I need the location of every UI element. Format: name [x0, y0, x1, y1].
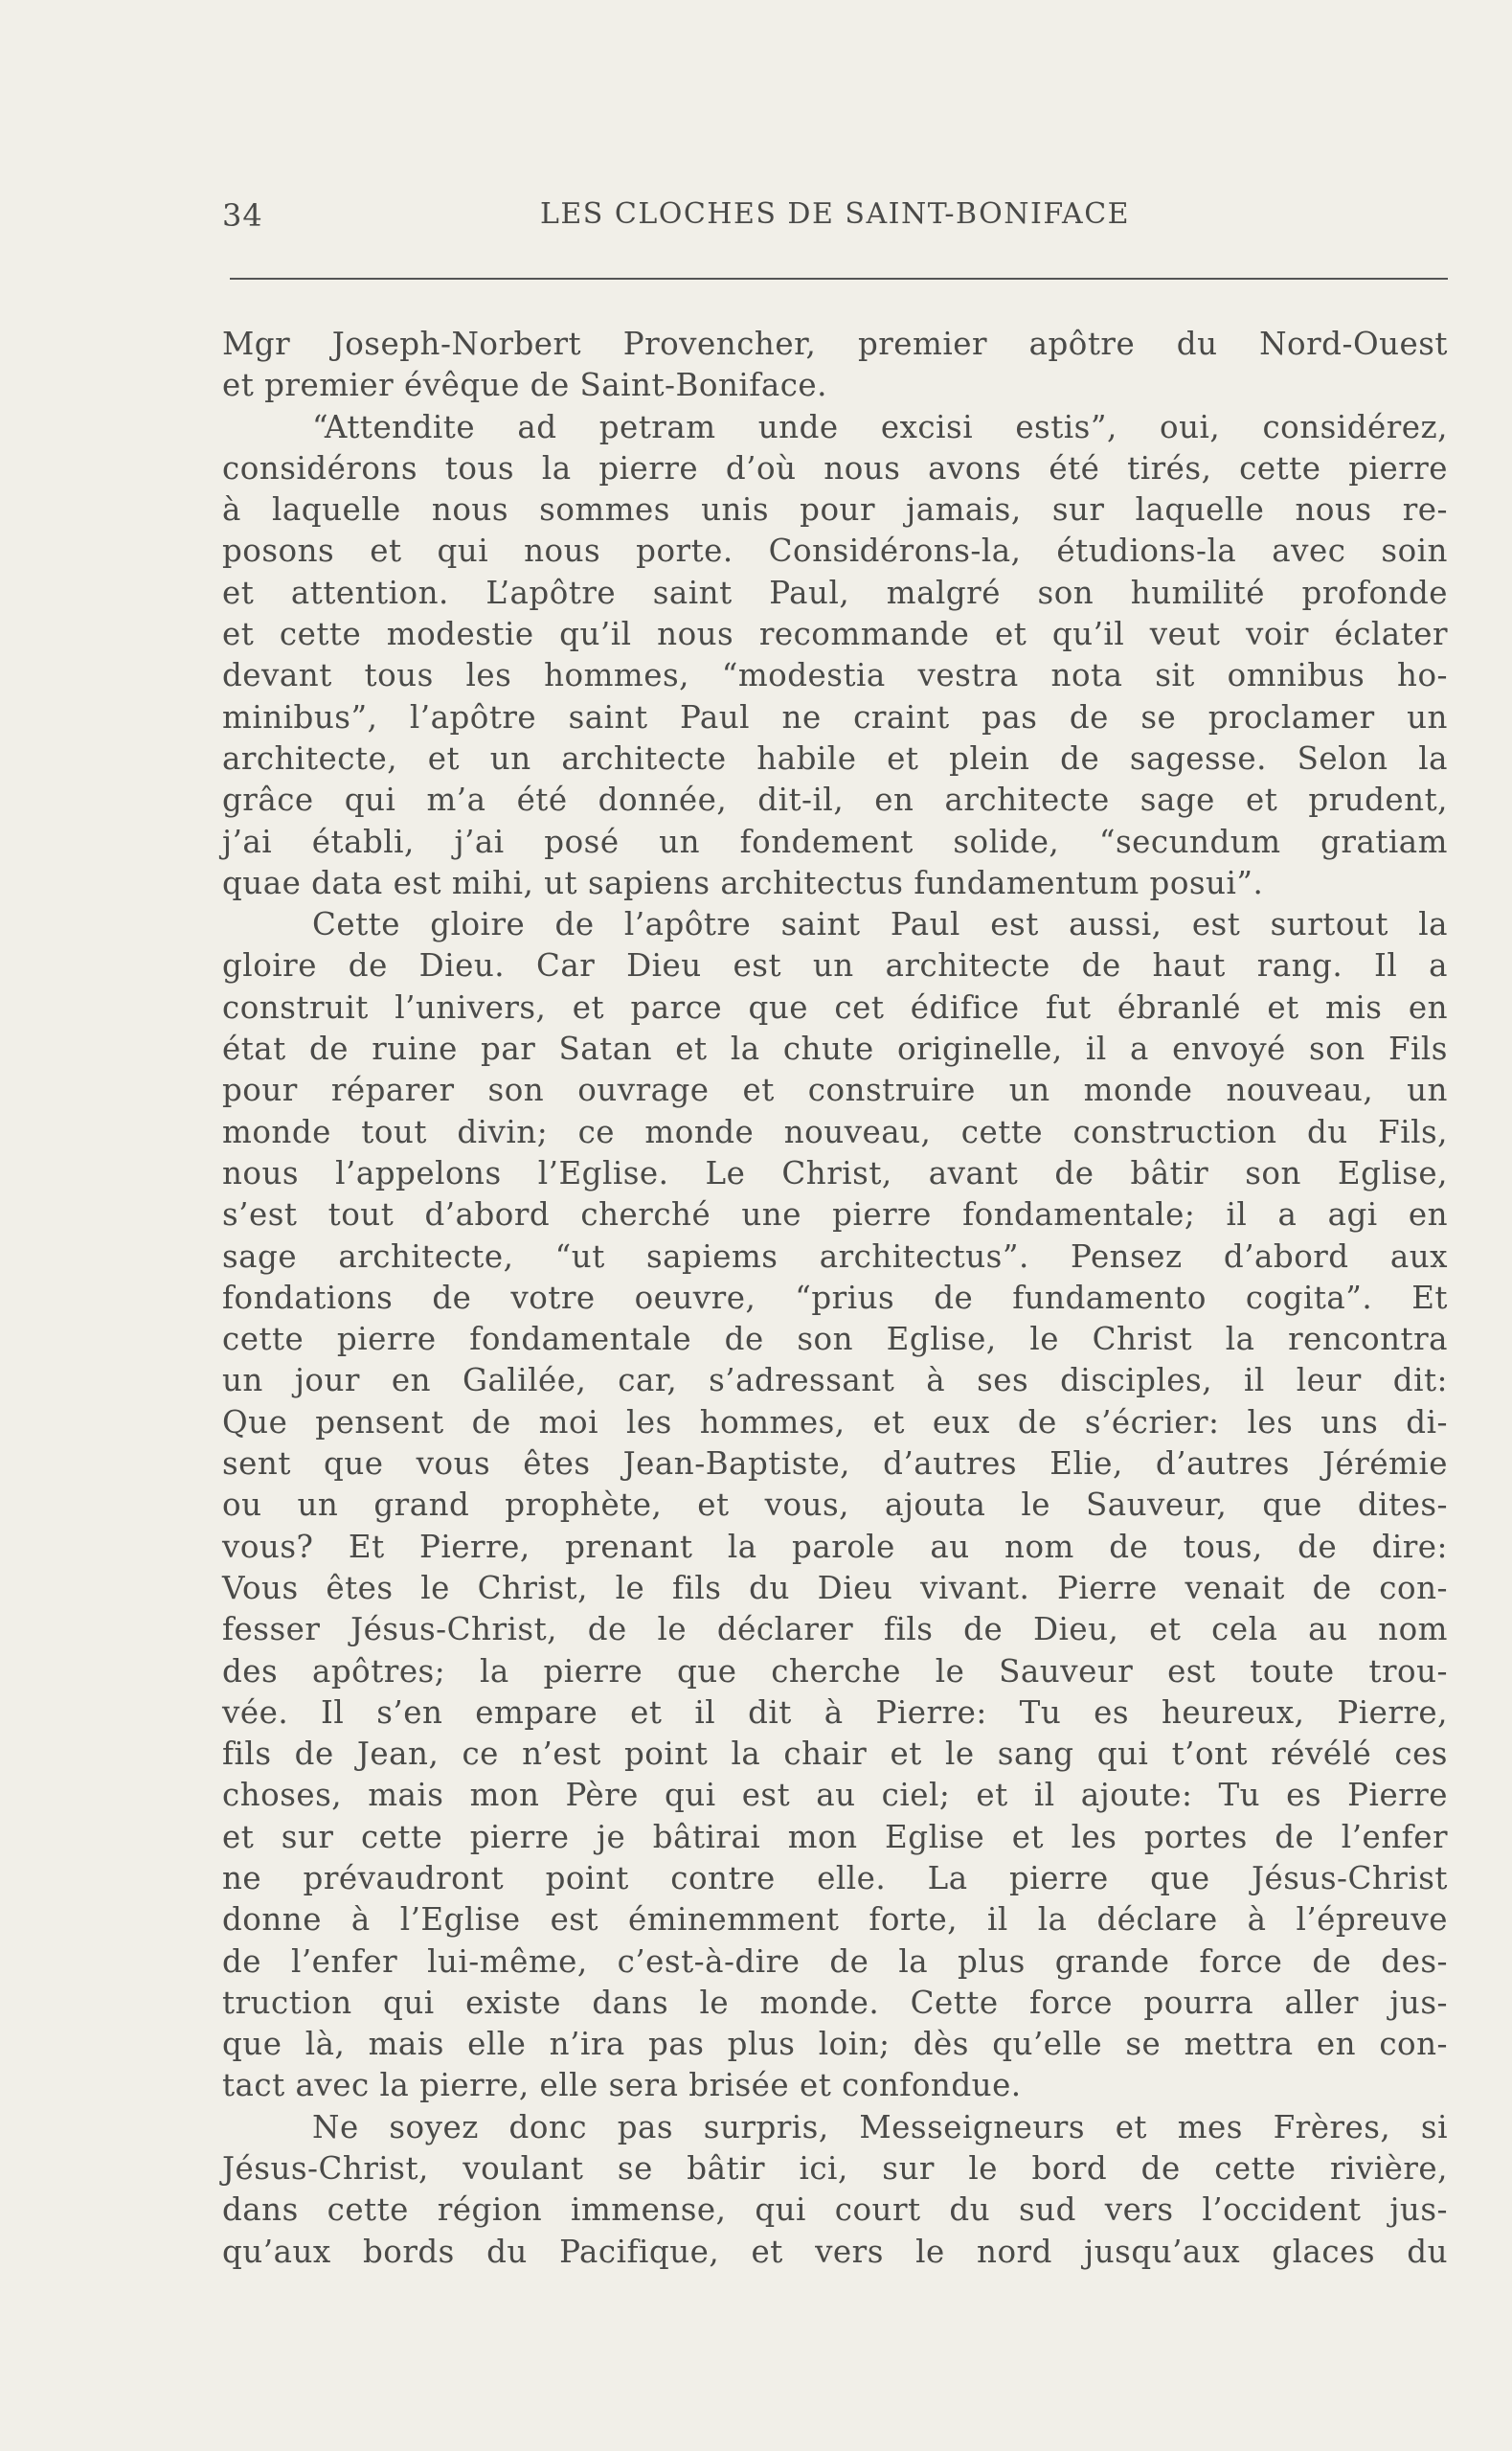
text-line: sage architecte, “ut sapiems architectus”. Pensez d’abord aux	[222, 1237, 1448, 1275]
text-line: que là, mais elle n’ira pas plus loin; dès qu’elle se mettra en con-	[222, 2026, 1448, 2063]
text-line: cette pierre fondamentale de son Eglise, le Christ la rencontra	[222, 1321, 1448, 1358]
text-line: vous? Et Pierre, prenant la parole au nom de tous, de dire:	[222, 1528, 1448, 1565]
text-line: s’est tout d’abord cherché une pierre fondamentale; il a agi en	[222, 1196, 1448, 1234]
text-line: des apôtres; la pierre que cherche le Sauveur est toute trou-	[222, 1652, 1448, 1690]
text-line: posons et qui nous porte. Considérons-la, étudions-la avec soin	[222, 533, 1448, 570]
text-line: Cette gloire de l’apôtre saint Paul est aussi, est surtout la	[312, 906, 1448, 943]
text-line: considérons tous la pierre d’où nous avons été tirés, cette pierre	[222, 449, 1448, 487]
text-line: minibus”, l’apôtre saint Paul ne craint pas de se proclamer un	[222, 698, 1448, 736]
text-line: choses, mais mon Père qui est au ciel; et il ajoute: Tu es Pierre	[222, 1777, 1448, 1814]
text-line: à laquelle nous sommes unis pour jamais, sur laquelle nous re-	[222, 491, 1448, 529]
text-line: Vous êtes le Christ, le fils du Dieu vivant. Pierre venait de con-	[222, 1569, 1448, 1606]
text-line: dans cette région immense, qui court du sud vers l’occident jus-	[222, 2191, 1448, 2229]
body-text	[222, 324, 1448, 2273]
text-line: “Attendite ad petram unde excisi estis”, oui, considérez,	[312, 408, 1448, 445]
text-line: et premier évêque de Saint-Boniface.	[222, 367, 827, 404]
text-line: ne prévaudront point contre elle. La pierre que Jésus-Christ	[222, 1859, 1448, 1896]
page-header	[222, 197, 1448, 245]
text-line: de l’enfer lui-même, c’est-à-dire de la plus grande force de des-	[222, 1942, 1448, 1980]
text-line: tact avec la pierre, elle sera brisée et confondue.	[222, 2067, 1022, 2104]
text-line: gloire de Dieu. Car Dieu est un architecte de haut rang. Il a	[222, 947, 1448, 985]
text-line: donne à l’Eglise est éminemment forte, il la déclare à l’épreuve	[222, 1901, 1448, 1939]
text-line: état de ruine par Satan et la chute originelle, il a envoyé son Fils	[222, 1031, 1448, 1068]
text-line: et cette modestie qu’il nous recommande et qu’il veut voir éclater	[222, 616, 1448, 653]
text-line: vée. Il s’en empare et il dit à Pierre: Tu es heureux, Pierre,	[222, 1693, 1448, 1731]
text-line: grâce qui m’a été donnée, dit-il, en architecte sage et prudent,	[222, 782, 1448, 819]
text-line: fils de Jean, ce n’est point la chair et le sang qui t’ont révélé ces	[222, 1736, 1448, 1773]
text-line: Jésus-Christ, voulant se bâtir ici, sur le bord de cette rivière,	[222, 2150, 1448, 2188]
text-line: fondations de votre oeuvre, “prius de fundamento cogita”. Et	[222, 1279, 1448, 1316]
header-rule	[230, 278, 1448, 280]
text-line: architecte, et un architecte habile et plein de sagesse. Selon la	[222, 739, 1448, 777]
text-line: et sur cette pierre je bâtirai mon Eglise et les portes de l’enfer	[222, 1818, 1448, 1855]
text-line: quae data est mihi, ut sapiens architectus fundamentum posui”.	[222, 864, 1264, 901]
text-line: nous l’appelons l’Eglise. Le Christ, avant de bâtir son Eglise,	[222, 1154, 1448, 1191]
text-line: j’ai établi, j’ai posé un fondement solide, “secundum gratiam	[222, 823, 1448, 860]
text-line: devant tous les hommes, “modestia vestra nota sit omnibus ho-	[222, 657, 1448, 694]
page-number: 34	[222, 197, 263, 234]
text-line: ou un grand prophète, et vous, ajouta le Sauveur, que dites-	[222, 1486, 1448, 1524]
text-line: construit l’univers, et parce que cet édifice fut ébranlé et mis en	[222, 988, 1448, 1026]
text-line: Mgr Joseph-Norbert Provencher, premier apôtre du Nord-Ouest	[222, 326, 1448, 362]
running-title: LES CLOCHES DE SAINT-BONIFACE	[539, 197, 1131, 231]
text-line: truction qui existe dans le monde. Cette force pourra aller jus-	[222, 1984, 1448, 2021]
text-line: sent que vous êtes Jean-Baptiste, d’autres Elie, d’autres Jérémie	[222, 1445, 1448, 1483]
text-line: pour réparer son ouvrage et construire un monde nouveau, un	[222, 1072, 1448, 1109]
text-line: Ne soyez donc pas surpris, Messeigneurs et mes Frères, si	[312, 2108, 1448, 2145]
text-line: qu’aux bords du Pacifique, et vers le nord jusqu’aux glaces du	[222, 2233, 1448, 2270]
text-line: Que pensent de moi les hommes, et eux de s’écrier: les uns di-	[222, 1403, 1448, 1441]
text-line: monde tout divin; ce monde nouveau, cette construction du Fils,	[222, 1113, 1448, 1150]
text-line: fesser Jésus-Christ, de le déclarer fils de Dieu, et cela au nom	[222, 1611, 1448, 1648]
text-line: un jour en Galilée, car, s’adressant à ses disciples, il leur dit:	[222, 1362, 1448, 1399]
text-line: et attention. L’apôtre saint Paul, malgré son humilité profonde	[222, 574, 1448, 611]
